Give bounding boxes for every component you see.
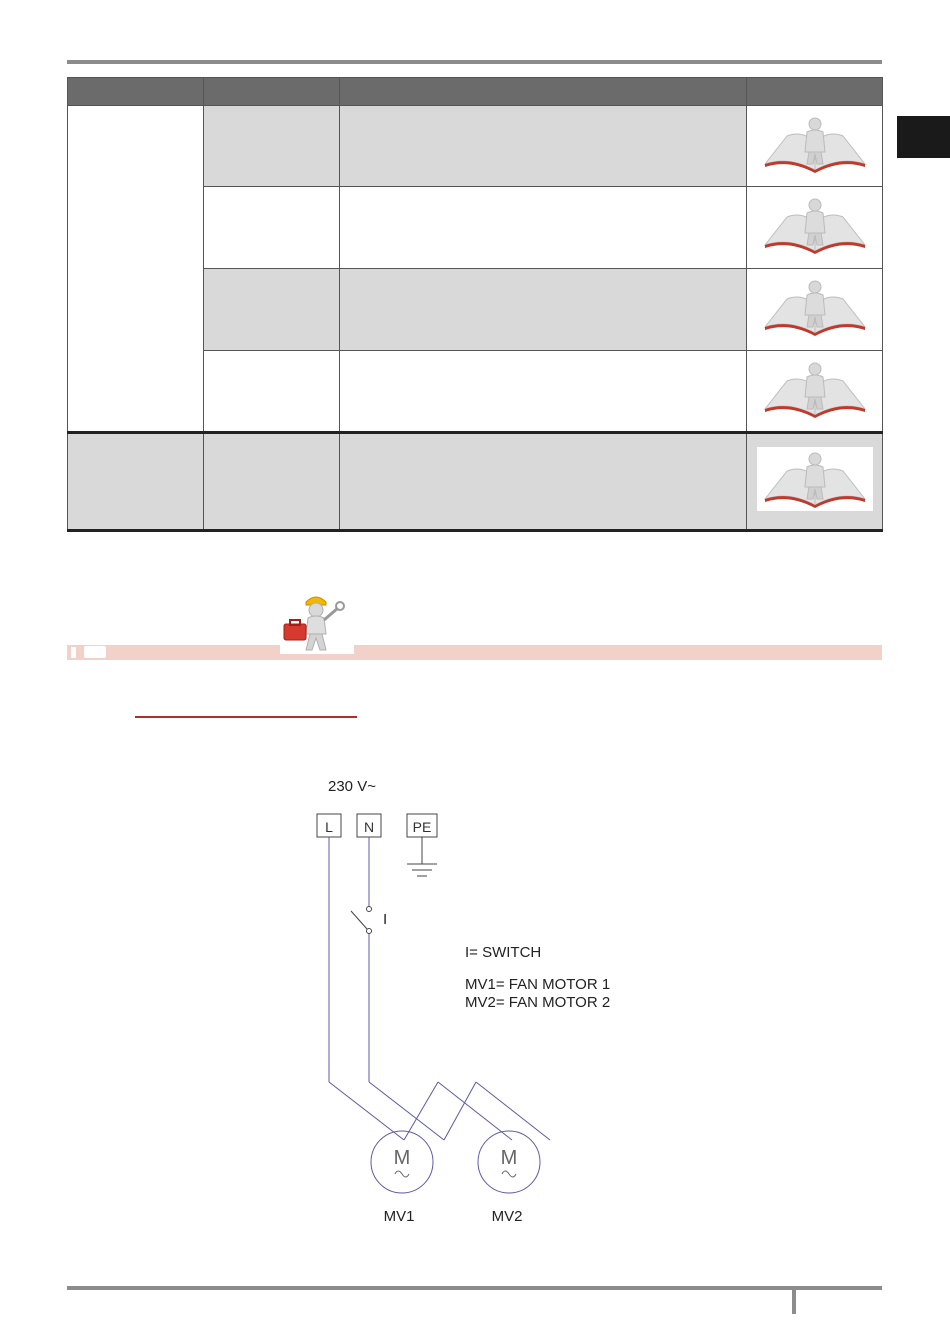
motor-mv2: [478, 1131, 540, 1193]
motor-symbol: M: [500, 1147, 518, 1169]
terminal-pe-label: PE: [412, 819, 432, 835]
legend-switch: I= SWITCH: [465, 944, 542, 961]
table-cell: [747, 106, 883, 187]
legend-mv1: MV1= FAN MOTOR 1: [465, 976, 611, 993]
book-reader-icon: [757, 357, 873, 421]
table-cell: [204, 106, 340, 187]
table-cell: [204, 351, 340, 433]
book-reader-icon: [757, 447, 873, 511]
book-reader-icon: [757, 193, 873, 257]
section-mark: [84, 646, 106, 658]
motor-mv2-label: MV2: [491, 1208, 523, 1225]
book-reader-icon: [757, 112, 873, 176]
switch-symbol: [351, 907, 372, 934]
motor-mv1: [371, 1131, 433, 1193]
header-rule: [67, 60, 882, 64]
table-cell: [204, 269, 340, 351]
table-header-cell: [68, 78, 204, 106]
table-cell: [204, 187, 340, 269]
table-header-cell: [204, 78, 340, 106]
table-cell: [340, 351, 747, 433]
supply-voltage-label: 230 V~: [328, 778, 376, 795]
table-row: [68, 433, 883, 531]
table-header-cell: [340, 78, 747, 106]
heading-underline: [135, 716, 357, 718]
switch-label: I: [383, 911, 388, 928]
table-cell: [204, 433, 340, 531]
table-cell: [340, 269, 747, 351]
section-mark: [71, 647, 76, 658]
legend-mv2: MV2= FAN MOTOR 2: [465, 994, 611, 1011]
group-cell: [68, 106, 204, 433]
table-row: [68, 106, 883, 187]
footer-rule: [67, 1286, 882, 1290]
page-number-tick: [792, 1290, 796, 1314]
table-cell: [747, 269, 883, 351]
terminal-l-label: L: [325, 819, 333, 835]
table-cell: [340, 187, 747, 269]
table-cell: [747, 351, 883, 433]
ground-symbol: [407, 837, 437, 876]
table-cell: [340, 106, 747, 187]
table-cell: [747, 187, 883, 269]
motor-mv1-label: MV1: [383, 1208, 415, 1225]
motor-symbol: M: [393, 1147, 411, 1169]
terminal-n-label: N: [363, 819, 375, 835]
section-divider: [67, 645, 882, 660]
table-header-row: [68, 78, 883, 106]
book-reader-icon: [757, 275, 873, 339]
mechanic-toolbox-icon: [280, 590, 354, 654]
chapter-tab: [897, 116, 950, 158]
spec-table: [67, 77, 883, 532]
table-header-cell: [747, 78, 883, 106]
table-cell: [747, 433, 883, 531]
group-cell: [68, 433, 204, 531]
table-cell: [340, 433, 747, 531]
wiring-diagram: [280, 760, 680, 1240]
